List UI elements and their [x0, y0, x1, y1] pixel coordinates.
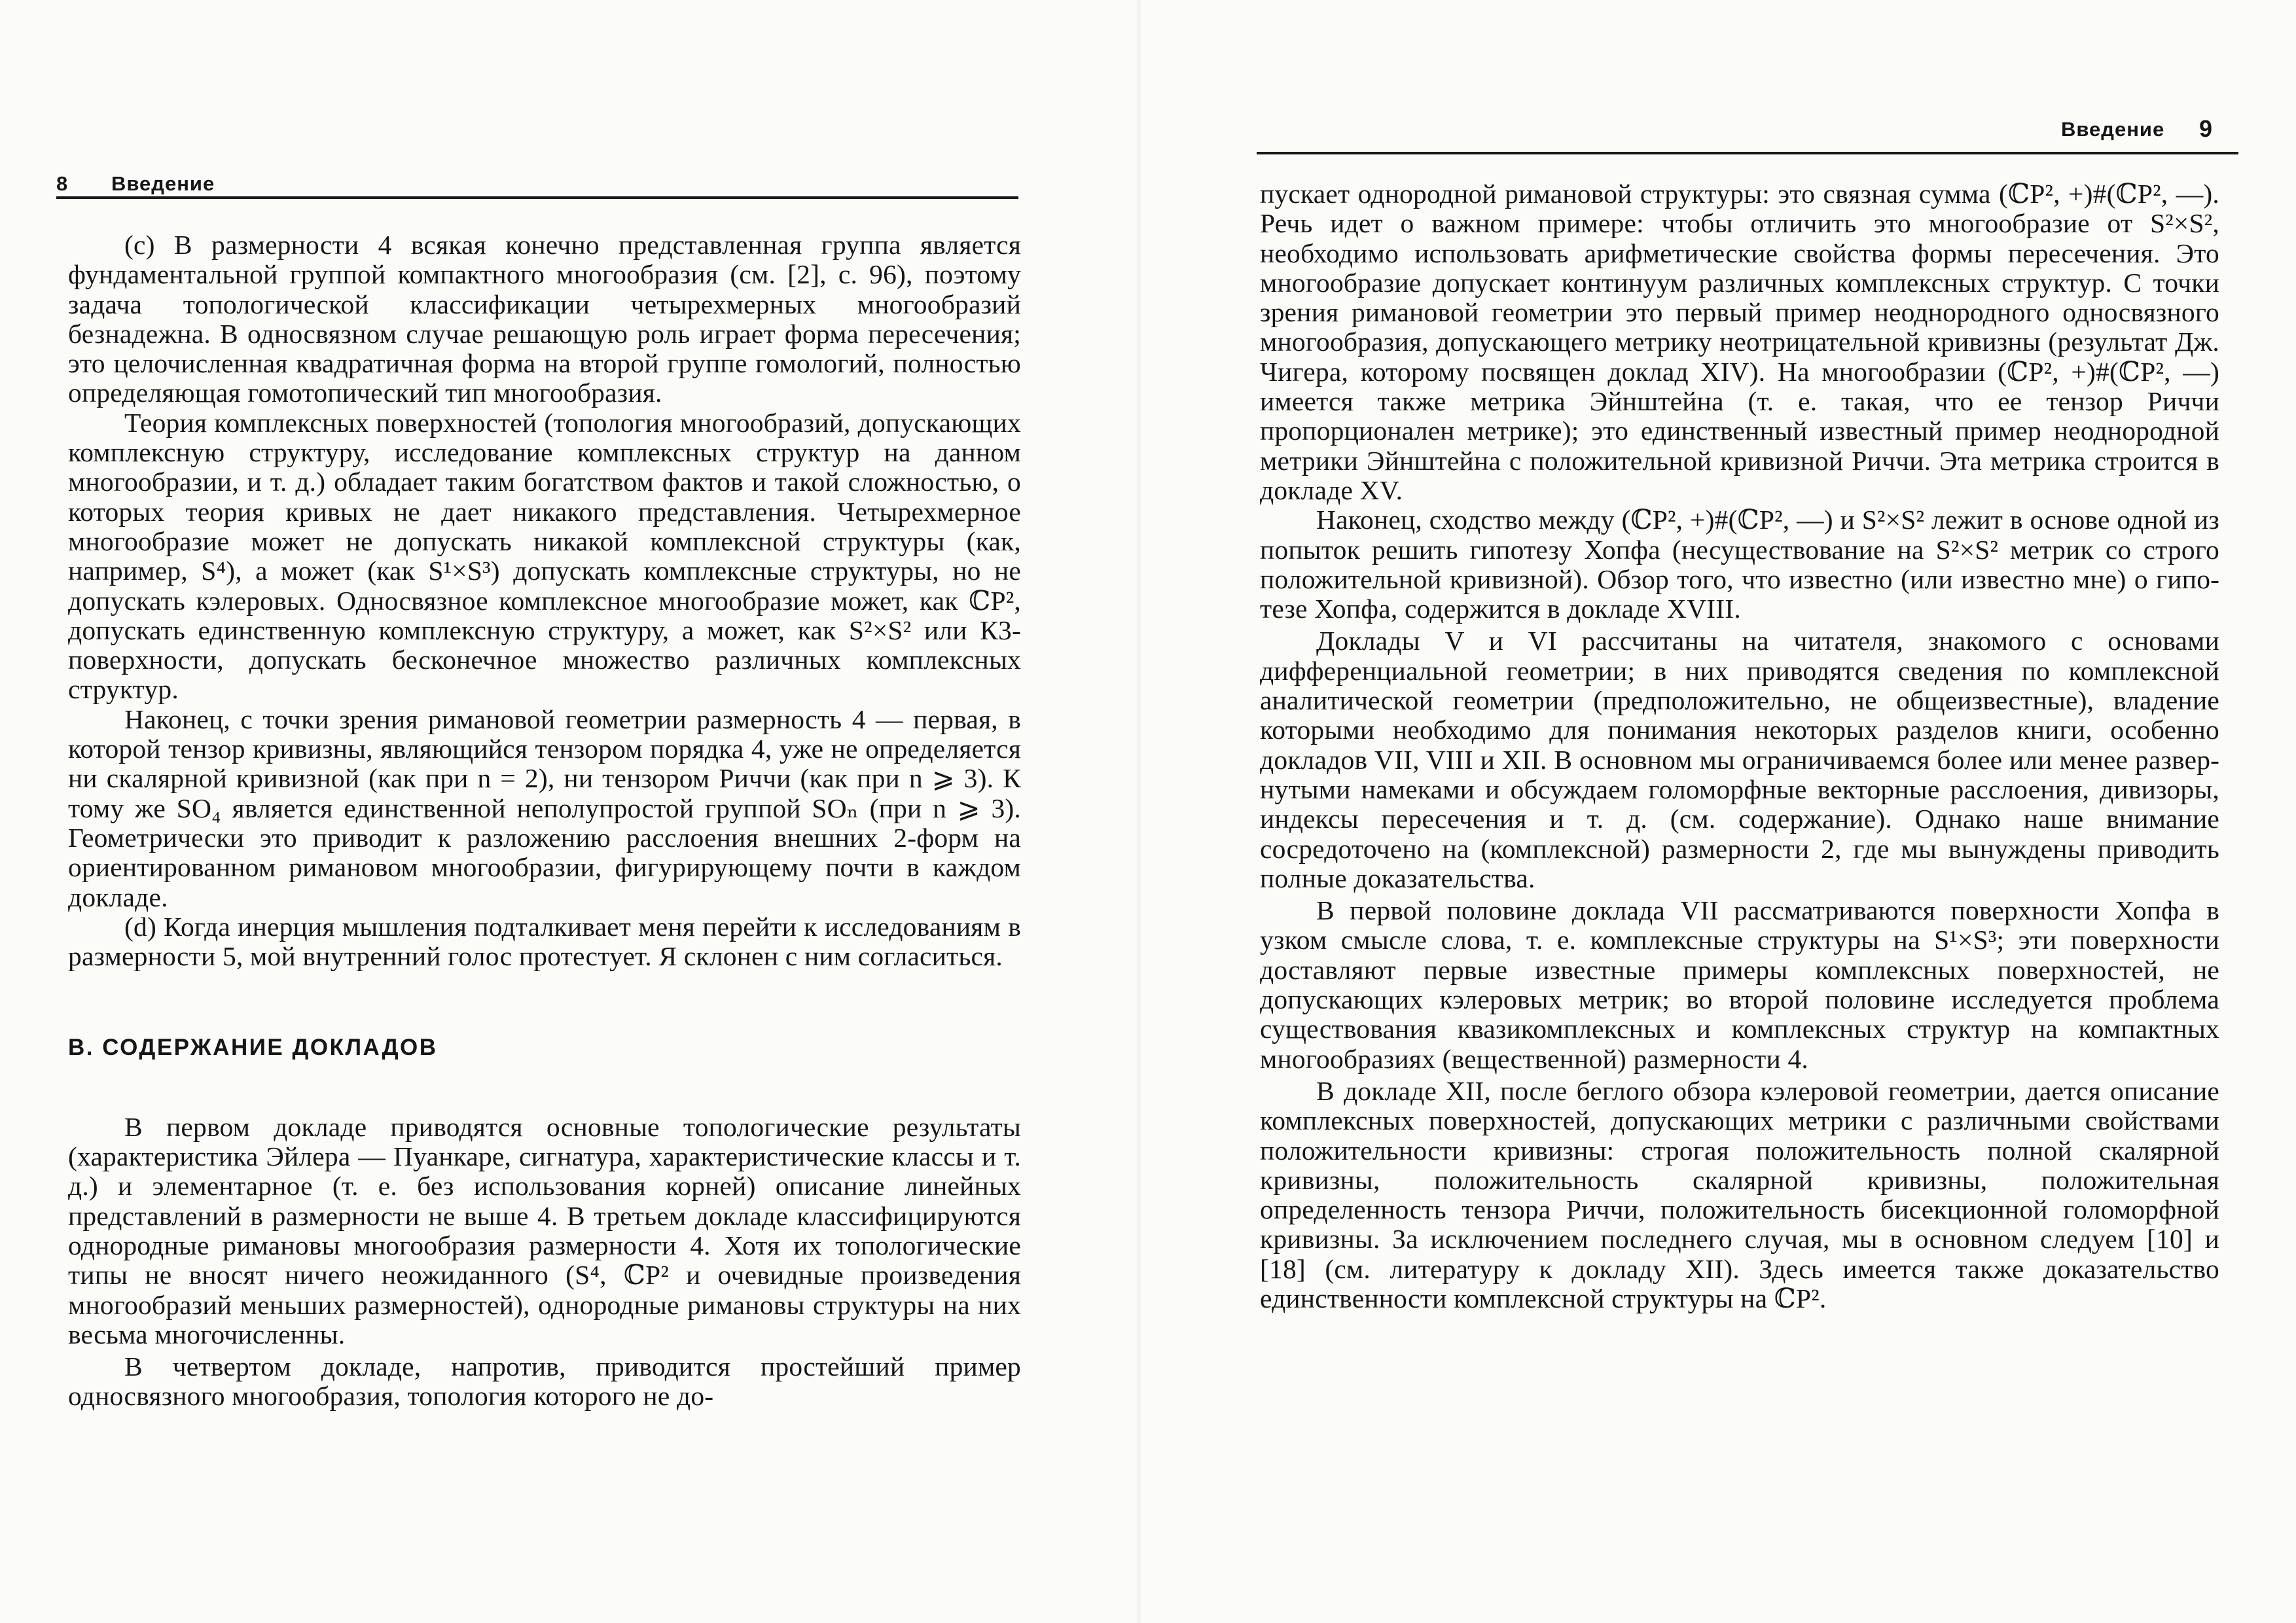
- paragraph: В первой половине доклада VII рассматриваются поверхности Хопфа в узком смысле слова, т. е. комплексные структуры на S¹×S³; эти поверхности доставляют первые известные примеры комплексных поверхностей, не допускающих кэлеровых метрик; во второй половине исследуется проблема существования квазикомплексных и комплексных структур на компактных многообразиях (вещественной) размерности 4.: [1260, 895, 2219, 1074]
- paragraph: В докладе XII, после беглого обзора кэлеровой геометрии, дается описание комплексных поверхностей, допускающих метрики с различными свойствами положительности кривизны: строгая положительность полной скалярной кривизны, положительность скалярной кривизны, положительная определенность тензора Риччи, положительность бисекционной голоморфной кривизны. За исключением последнего случая, мы в основном следуем [10] и [18] (см. литературу к докладу XII). Здесь имеется также доказательство единственности комплексной структуры на ℂP².: [1260, 1075, 2219, 1313]
- paragraph: В первом докладе приводятся основные топологические результаты (характеристика Эйлера — Пуанкаре, сигнатура, характеристические классы и т. д.) и элементарное (т. е. без использования корней) описание линейных представлений в размерности не выше 4. В третьем докладе классифицируются однородные римановы многообразия размерности 4. Хотя их топологические типы не вносят ничего неожиданного (S⁴, ℂP² и очевидные произведения многообразий меньших размерностей), однородные римановы структуры на них весьма многочисленны.: [68, 1111, 1021, 1349]
- left-text-column: [68, 230, 1021, 1412]
- right-text-column: [1260, 179, 2219, 1313]
- paragraph: (c) В размерности 4 всякая конечно представленная группа является фундаментальной группой компактного многообразия (см. [2], с. 96), поэтому задача топологической классификации четырехмерных многообразий безнадежна. В односвязном случае решающую роль играет форма пересечения; это целочисленная квадратичная форма на второй группе гомологий, полностью определяющая гомотопический тип многообразия.: [68, 230, 1021, 408]
- right-page-number: 9: [2199, 115, 2214, 142]
- paragraph: Теория комплексных поверхностей (топология многообразий, допускающих комплексную структуру, исследование комплексных структур на данном многообразии, и т. д.) обладает таким богатством фактов и такой сложностью, о которых теория кривых не дает никакого представления. Четырехмерное многообразие может не допускать никакой комплексной структуры (как, например, S⁴), а может (как S¹×S³) допускать комплексные структуры, но не допускать кэлеровых. Односвязное комплексное многообразие может, как ℂP², допускать единственную комплексную структуру, а может, как S²×S² или К3-поверхности, допускать бесконечное множество различных комплексных структур.: [68, 407, 1021, 705]
- paragraph: (d) Когда инерция мышления подталкивает меня перейти к исследованиям в размерности 5, мой внутренний голос протестует. Я склонен с ним согласиться.: [68, 911, 1021, 972]
- section-heading: B. СОДЕРЖАНИЕ ДОКЛАДОВ: [68, 1035, 438, 1061]
- left-header-rule: [56, 196, 1018, 199]
- paragraph: Наконец, с точки зрения римановой геометрии размерность 4 — первая, в которой тензор кривизны, являющийся тензором порядка 4, уже не определяется ни скалярной кривизной (как при n = 2), ни тензором Риччи (как при n ⩾ 3). К тому же SO₄ является единственной неполупростой группой SOₙ (при n ⩾ 3). Геометрически это приводит к разложению расслоения внешних 2-форм на ориентированном римановом многообразии, фигурирующему почти в каждом докладе.: [68, 704, 1021, 912]
- right-page: [1139, 0, 2296, 1623]
- left-running-head: Введение: [111, 172, 215, 195]
- paragraph: Доклады V и VI рассчитаны на читателя, знакомого с основами дифференциальной геометрии; в них приводятся сведения по комплексной аналитической геометрии (предположительно, не общеизвестные), владение которыми необходимо для понимания некоторых разделов книги, особенно докладов VII, VIII и XII. В основном мы ограничиваемся более или менее развернутыми намеками и обсуждаем голоморфные векторные расслоения, дивизоры, индексы пересечения и т. д. (см. содержание). Однако наше внимание сосредоточено на (комплексной) размерности 2, где мы вынуждены приводить полные доказательства.: [1260, 626, 2219, 893]
- left-page: [0, 0, 1139, 1623]
- left-page-number: 8: [56, 172, 69, 195]
- right-header-rule: [1257, 152, 2238, 154]
- paragraph: пускает однородной римановой структуры: это связная сумма (ℂP², +)#(ℂP², —). Речь идет о важном примере: чтобы отличить это многообразие от S²×S², необходимо использовать арифметические свойства формы пересечения. Это многообразие допускает континуум различных комплексных структур. С точки зрения римановой геометрии это первый пример неоднородного односвязного многообразия, допускающего метрику неотрицательной кривизны (результат Дж. Чигера, которому посвящен доклад XIV). На многообразии (ℂP², +)#(ℂP², —) имеется также метрика Эйнштейна (т. е. такая, что ее тензор Риччи пропорционален метрике); это единственный известный пример неоднородной метрики Эйнштейна с положительной кривизной Риччи. Эта метрика строится в докладе XV.: [1260, 179, 2219, 505]
- right-running-head: Введение: [2061, 118, 2165, 141]
- paragraph: Наконец, сходство между (ℂP², +)#(ℂP², —) и S²×S² лежит в основе одной из попыток решить гипотезу Хопфа (несуществование на S²×S² метрик со строго положительной кривизной). Обзор того, что известно (или известно мне) о гипотезе Хопфа, содержится в докладе XVIII.: [1260, 505, 2219, 624]
- paragraph: В четвертом докладе, напротив, приводится простейший пример односвязного многообразия, топология которого не до-: [68, 1351, 1021, 1412]
